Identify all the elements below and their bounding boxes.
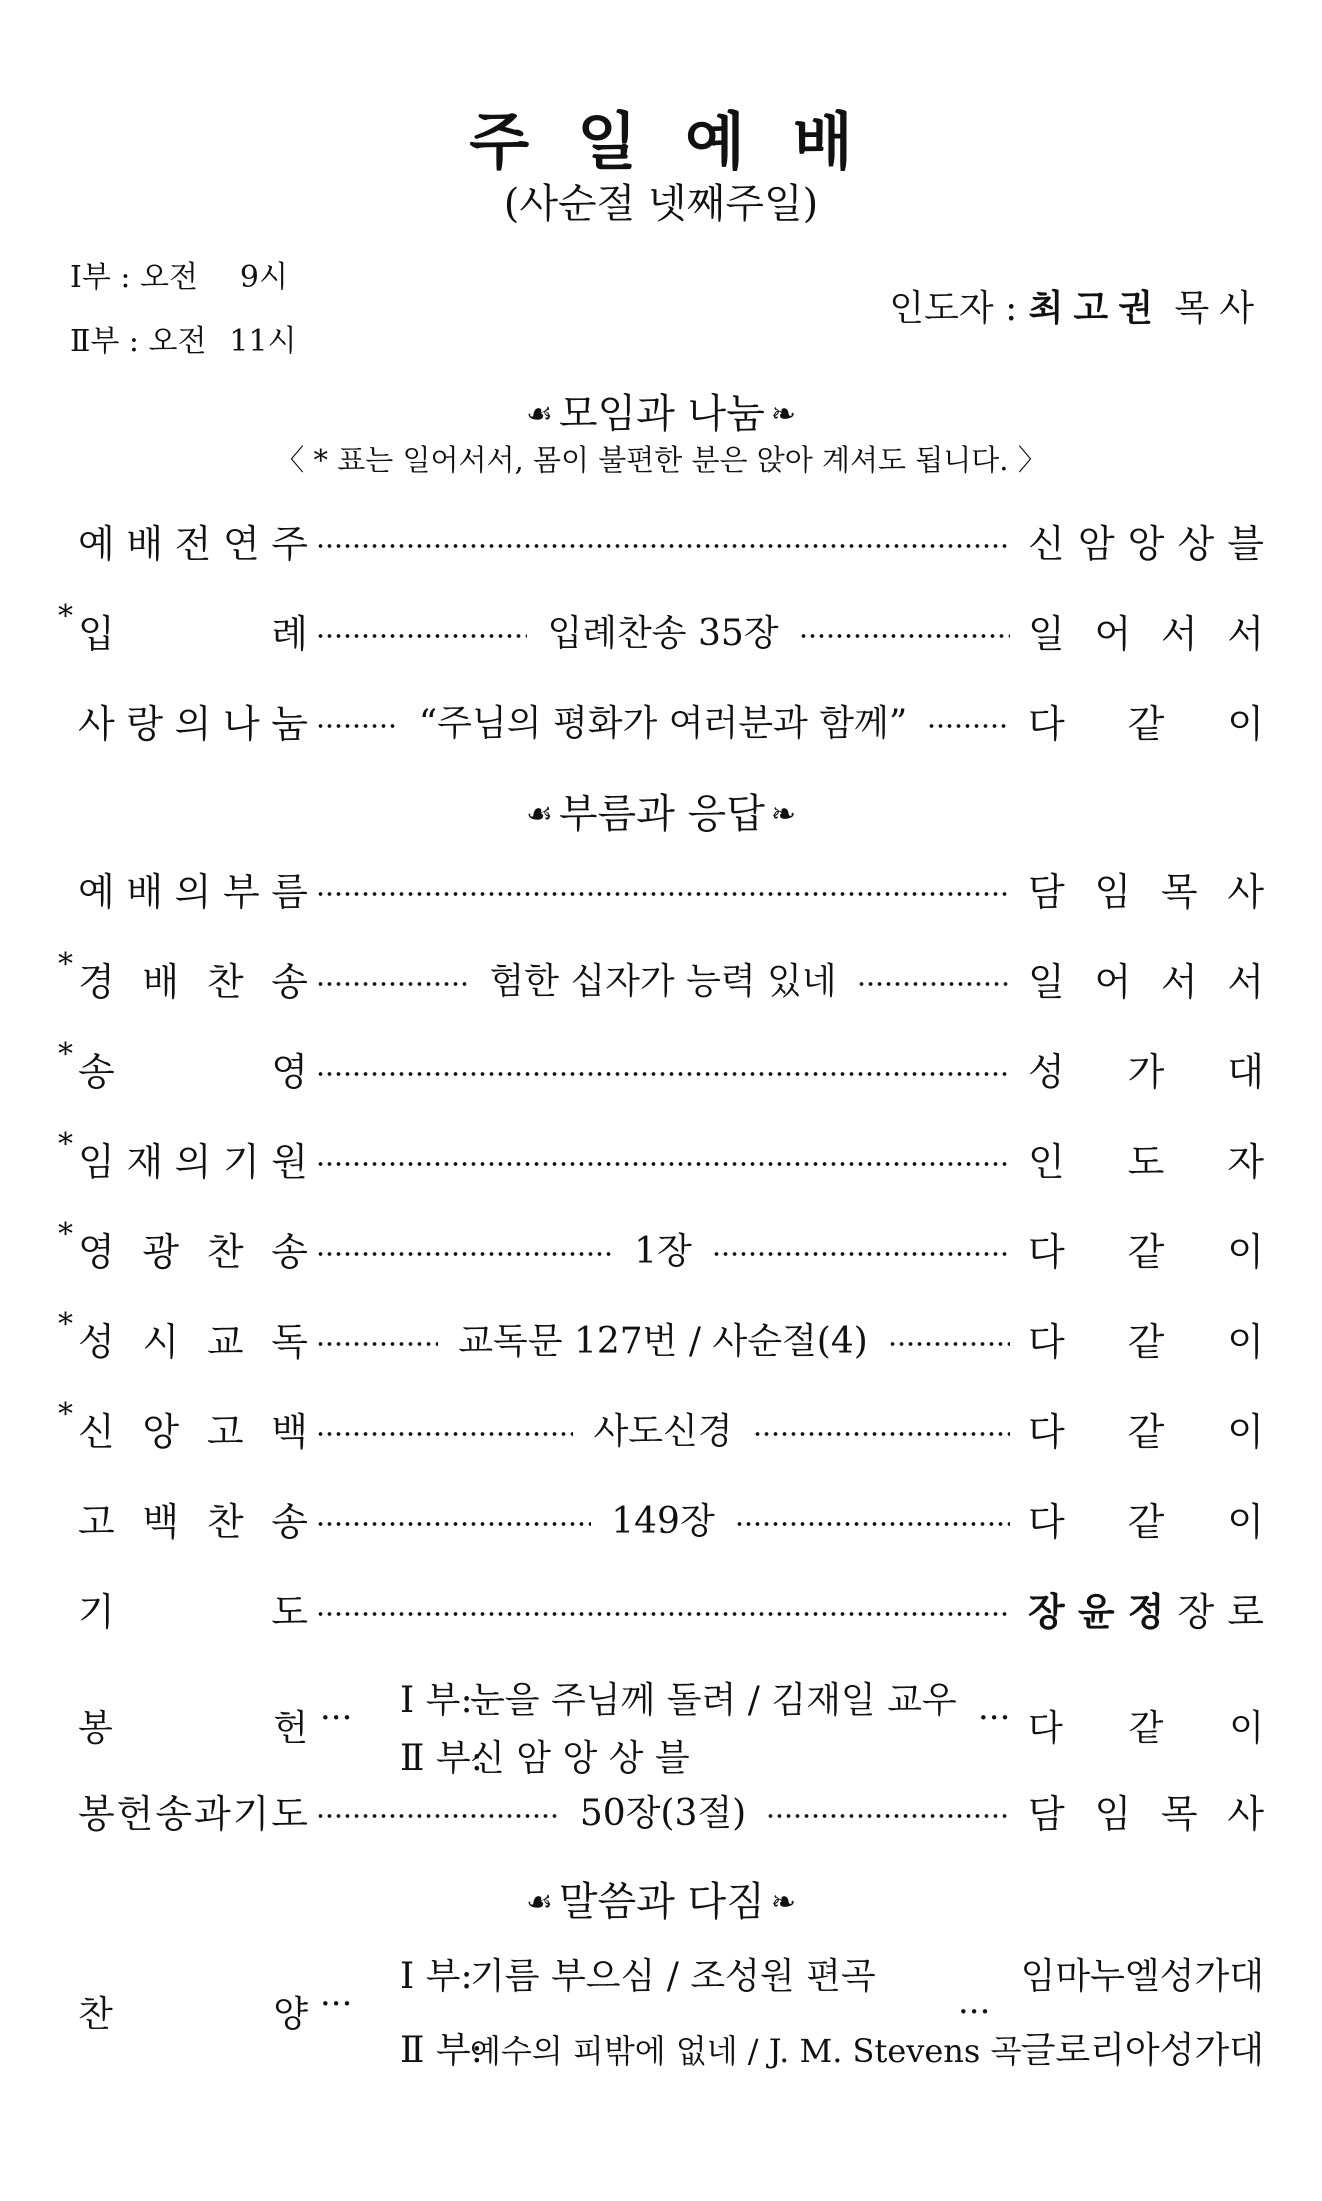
response-char: 이 xyxy=(1227,1229,1264,1274)
label-char: 예 xyxy=(78,869,115,914)
response-char: 가 xyxy=(1127,1049,1165,1094)
row-response xyxy=(1010,1783,1264,1838)
leader-label: 인도자 : xyxy=(889,288,1018,329)
ellipsis: ··· xyxy=(978,1698,1011,1738)
response-char: 같 xyxy=(1127,1319,1165,1364)
order-row-glory-hymn xyxy=(58,1218,1264,1278)
response-char: 대 xyxy=(1227,1049,1264,1094)
response-char: 담 xyxy=(1028,869,1065,914)
label-char: 의 xyxy=(174,701,212,746)
standing-marker: * xyxy=(58,946,73,982)
response-char: 사 xyxy=(1227,869,1264,914)
response-char: 이 xyxy=(1227,1409,1265,1454)
ellipsis: ··· xyxy=(320,1984,353,2024)
order-row-reading xyxy=(58,1308,1264,1368)
row-label xyxy=(58,861,316,916)
label-char: 배 xyxy=(142,959,180,1004)
response-char: 일 xyxy=(1028,611,1065,656)
order-row-creed xyxy=(58,1398,1264,1458)
service-label-1: Ⅰ부 : 오전 xyxy=(70,260,198,295)
label-char: 송 xyxy=(271,959,308,1004)
leader-title: 목사 xyxy=(1174,288,1264,329)
part-label: Ⅰ 부: xyxy=(400,1680,473,1721)
label-char: 봉 xyxy=(78,1791,115,1836)
section-title: 부름과 응답 xyxy=(558,791,765,837)
response-char: 성 xyxy=(1028,1049,1065,1094)
ornament-right-icon: ❧ xyxy=(770,797,796,832)
dot-leader xyxy=(888,1341,1010,1347)
row-response xyxy=(1010,603,1264,658)
dot-leader xyxy=(316,1611,1010,1617)
label-char: 헌 xyxy=(116,1791,154,1836)
label-char: 름 xyxy=(271,869,308,914)
label-char: 도 xyxy=(271,1791,308,1836)
label-char: 랑 xyxy=(126,701,164,746)
response-char: 이 xyxy=(1227,701,1265,746)
order-row-prelude xyxy=(58,510,1264,570)
row-label xyxy=(58,1216,316,1276)
label-char: 입 xyxy=(78,611,115,656)
section-heading-gathering xyxy=(0,382,1322,439)
row-detail: “주님의 평화가 여러분과 함께” xyxy=(418,702,908,744)
label-char: 의 xyxy=(174,869,212,914)
label-char: 광 xyxy=(142,1229,180,1274)
response-char: 담 xyxy=(1028,1791,1065,1836)
label-char: 찬 xyxy=(206,959,244,1004)
standing-marker: * xyxy=(58,1216,73,1252)
label-char: 신 xyxy=(78,1409,115,1454)
row-label xyxy=(58,946,316,1006)
row-label xyxy=(58,598,316,658)
label-char: 배 xyxy=(126,869,164,914)
standing-marker: * xyxy=(58,1396,73,1432)
response-char: 블 xyxy=(1227,521,1264,566)
ornament-left-icon: ☙ xyxy=(526,797,553,832)
offering-part-1 xyxy=(400,1672,957,1723)
response-char: 상 xyxy=(1177,521,1215,566)
order-row-invocation xyxy=(58,1128,1264,1188)
label-char: 성 xyxy=(78,1319,115,1364)
service-time-2 xyxy=(70,316,297,360)
dot-leader xyxy=(316,1071,1010,1077)
label-char: 례 xyxy=(271,611,308,656)
anthem-choir-2: 글로리아성가대 xyxy=(1020,2030,1264,2071)
anthem-row xyxy=(58,1948,1264,2078)
label-char: 연 xyxy=(222,521,260,566)
label-char: 찬 xyxy=(206,1499,244,1544)
label-char: 양 xyxy=(273,1994,308,2035)
response-char: 다 xyxy=(1028,1319,1065,1364)
dot-leader xyxy=(316,1431,573,1437)
row-label xyxy=(58,513,316,568)
label-char: 봉 xyxy=(78,1708,113,1749)
response-char: 윤 xyxy=(1077,1589,1115,1634)
anthem-part-2 xyxy=(400,2022,1021,2073)
standing-marker: * xyxy=(58,1126,73,1162)
response-char: 다 xyxy=(1028,1409,1065,1454)
response-char: 자 xyxy=(1227,1139,1264,1184)
response-char: 인 xyxy=(1028,1139,1065,1184)
dot-leader xyxy=(927,723,1010,729)
part-text: 기름 부으심 / 조성원 편곡 xyxy=(470,1956,876,1997)
leader-name: 최고권 xyxy=(1028,288,1163,329)
label-char: 예 xyxy=(78,521,115,566)
order-row-offering-prayer xyxy=(58,1780,1264,1840)
standing-note: 〈 * 표는 일어서서, 몸이 불편한 분은 앉아 계셔도 됩니다. 〉 xyxy=(275,443,1047,477)
dot-leader xyxy=(316,1341,438,1347)
order-row-sharing xyxy=(58,690,1264,750)
ornament-left-icon: ☙ xyxy=(526,1885,553,1920)
ornament-left-icon: ☙ xyxy=(526,397,553,432)
response-char: 암 xyxy=(1077,521,1115,566)
dot-leader xyxy=(799,633,1010,639)
dot-leader xyxy=(766,1813,1010,1819)
dot-leader xyxy=(857,981,1010,987)
worship-leader xyxy=(889,280,1264,331)
label-char: 기 xyxy=(78,1589,115,1634)
label-char: 나 xyxy=(222,701,260,746)
label-char: 고 xyxy=(78,1499,115,1544)
label-char: 고 xyxy=(206,1409,244,1454)
response-char: 서 xyxy=(1227,959,1264,1004)
dot-leader xyxy=(316,1521,591,1527)
response-char: 신 xyxy=(1028,521,1065,566)
label-char: 도 xyxy=(271,1589,308,1634)
order-row-prayer xyxy=(58,1578,1264,1638)
response-char: 이 xyxy=(1229,1708,1264,1749)
response-char: 장 xyxy=(1177,1589,1215,1634)
row-detail: 험한 십자가 능력 있네 xyxy=(489,960,837,1002)
label-char: 송 xyxy=(271,1499,308,1544)
label-char: 기 xyxy=(222,1139,260,1184)
label-char: 임 xyxy=(78,1139,115,1184)
service-label-2: Ⅱ부 : 오전 xyxy=(70,324,207,359)
service-hour-1: 9시 xyxy=(239,260,288,295)
dot-leader xyxy=(316,543,1010,549)
response-char: 다 xyxy=(1028,1499,1065,1544)
label-char: 배 xyxy=(126,521,164,566)
dot-leader xyxy=(316,723,399,729)
part-text: 신 암 앙 상 블 xyxy=(470,1738,690,1779)
order-row-doxology xyxy=(58,1038,1264,1098)
label-char: 재 xyxy=(126,1139,164,1184)
label-char: 과 xyxy=(193,1791,231,1836)
row-response xyxy=(1010,1041,1264,1096)
section-title: 모임과 나눔 xyxy=(558,391,765,437)
row-response xyxy=(1010,1131,1264,1186)
row-label xyxy=(58,1581,316,1636)
label-char: 전 xyxy=(174,521,212,566)
label-char: 송 xyxy=(155,1791,193,1836)
label-char: 기 xyxy=(232,1791,270,1836)
label-char: 사 xyxy=(78,701,115,746)
response-char: 같 xyxy=(1127,701,1165,746)
ellipsis: ··· xyxy=(320,1698,353,1738)
row-response xyxy=(1010,1311,1264,1366)
response-char: 서 xyxy=(1227,611,1264,656)
dot-leader xyxy=(316,891,1010,897)
anthem-part-1 xyxy=(400,1948,876,1999)
anthem-choir-1: 임마누엘성가대 xyxy=(1020,1956,1264,1997)
section-title: 말씀과 다짐 xyxy=(558,1879,765,1925)
row-label xyxy=(58,693,316,748)
response-char: 같 xyxy=(1127,1499,1165,1544)
service-hour-2: 11시 xyxy=(229,324,297,359)
label-char: 송 xyxy=(271,1229,308,1274)
label-char: 송 xyxy=(78,1049,115,1094)
anthem-label xyxy=(58,1986,316,2037)
row-response xyxy=(1010,513,1264,568)
row-response xyxy=(1010,1401,1264,1456)
response-char: 같 xyxy=(1128,1708,1164,1749)
row-label xyxy=(58,1491,316,1546)
part-label: Ⅱ 부: xyxy=(400,1738,483,1779)
ellipsis: ··· xyxy=(958,1992,991,2032)
label-char: 의 xyxy=(174,1139,212,1184)
label-char: 찬 xyxy=(78,1994,113,2035)
row-response xyxy=(1010,1221,1264,1276)
response-char: 목 xyxy=(1160,869,1198,914)
label-char: 찬 xyxy=(206,1229,244,1274)
dot-leader xyxy=(735,1521,1010,1527)
response-char: 사 xyxy=(1227,1791,1264,1836)
label-char: 부 xyxy=(222,869,260,914)
response-char: 도 xyxy=(1127,1139,1165,1184)
response-char: 일 xyxy=(1028,959,1065,1004)
response-char: 어 xyxy=(1094,611,1132,656)
response-char: 다 xyxy=(1028,1708,1063,1749)
response-char: 이 xyxy=(1227,1319,1265,1364)
dot-leader xyxy=(316,633,527,639)
dot-leader xyxy=(712,1251,1010,1257)
label-char: 영 xyxy=(271,1049,308,1094)
response-char: 정 xyxy=(1127,1589,1165,1634)
order-row-entrance xyxy=(58,600,1264,660)
label-char: 교 xyxy=(206,1319,244,1364)
response-char: 다 xyxy=(1028,1229,1065,1274)
row-detail: 149장 xyxy=(611,1500,715,1542)
offering-label xyxy=(58,1700,316,1751)
part-text: 눈을 주님께 돌려 / 김재일 교우 xyxy=(470,1680,957,1721)
standing-marker: * xyxy=(58,1036,73,1072)
ornament-right-icon: ❧ xyxy=(770,397,796,432)
row-detail: 교독문 127번 / 사순절(4) xyxy=(458,1320,868,1362)
part-label: Ⅱ 부: xyxy=(400,2030,483,2071)
row-response xyxy=(1010,1581,1264,1636)
response-char: 다 xyxy=(1028,701,1065,746)
section-heading-calling xyxy=(0,782,1322,839)
response-char: 목 xyxy=(1160,1791,1198,1836)
response-char: 임 xyxy=(1094,1791,1132,1836)
response-char: 앙 xyxy=(1127,521,1165,566)
offering-row xyxy=(58,1672,1264,1782)
label-char: 눔 xyxy=(271,701,308,746)
response-char: 서 xyxy=(1160,611,1198,656)
dot-leader xyxy=(316,981,469,987)
row-detail: 50장(3절) xyxy=(579,1792,747,1834)
order-row-call xyxy=(58,858,1264,918)
dot-leader xyxy=(316,1251,614,1257)
order-row-confession-hymn xyxy=(58,1488,1264,1548)
section-heading-word xyxy=(0,1870,1322,1927)
row-response xyxy=(1010,693,1264,748)
standing-marker: * xyxy=(58,1306,73,1342)
response-char: 같 xyxy=(1127,1409,1165,1454)
row-label xyxy=(58,1306,316,1366)
response-char: 임 xyxy=(1094,869,1132,914)
response-char: 이 xyxy=(1227,1499,1264,1544)
page-subtitle: (사순절 넷째주일) xyxy=(503,181,819,227)
label-char: 앙 xyxy=(142,1409,180,1454)
part-label: Ⅰ 부: xyxy=(400,1956,473,1997)
response-char: 같 xyxy=(1127,1229,1165,1274)
label-char: 백 xyxy=(142,1499,180,1544)
response-char: 장 xyxy=(1028,1589,1065,1634)
service-time-1 xyxy=(70,252,288,296)
row-label xyxy=(58,1396,316,1456)
row-detail: 사도신경 xyxy=(593,1410,733,1452)
label-char: 헌 xyxy=(273,1708,308,1749)
response-char: 서 xyxy=(1160,959,1198,1004)
standing-marker: * xyxy=(58,598,73,634)
row-label xyxy=(58,1783,316,1838)
part-text: 예수의 피밖에 없네 / J. M. Stevens 곡 xyxy=(470,2032,1022,2070)
page-title: 주일예배 xyxy=(469,105,901,178)
label-char: 주 xyxy=(271,521,308,566)
row-detail: 입례찬송 35장 xyxy=(547,612,779,654)
row-response xyxy=(1010,951,1264,1006)
dot-leader xyxy=(753,1431,1010,1437)
response-char: 어 xyxy=(1094,959,1132,1004)
row-response xyxy=(1010,1491,1264,1546)
response-char: 로 xyxy=(1227,1589,1264,1634)
order-row-hymn xyxy=(58,948,1264,1008)
label-char: 시 xyxy=(142,1319,180,1364)
label-char: 독 xyxy=(271,1319,308,1364)
row-label xyxy=(58,1126,316,1186)
label-char: 원 xyxy=(271,1139,308,1184)
label-char: 백 xyxy=(271,1409,308,1454)
row-label xyxy=(58,1036,316,1096)
row-response xyxy=(1010,861,1264,916)
dot-leader xyxy=(316,1813,560,1819)
dot-leader xyxy=(316,1161,1010,1167)
ornament-right-icon: ❧ xyxy=(770,1885,796,1920)
label-char: 영 xyxy=(78,1229,115,1274)
row-detail: 1장 xyxy=(634,1230,692,1272)
label-char: 경 xyxy=(78,959,115,1004)
offering-part-2 xyxy=(400,1730,690,1781)
offering-response xyxy=(1010,1700,1264,1751)
